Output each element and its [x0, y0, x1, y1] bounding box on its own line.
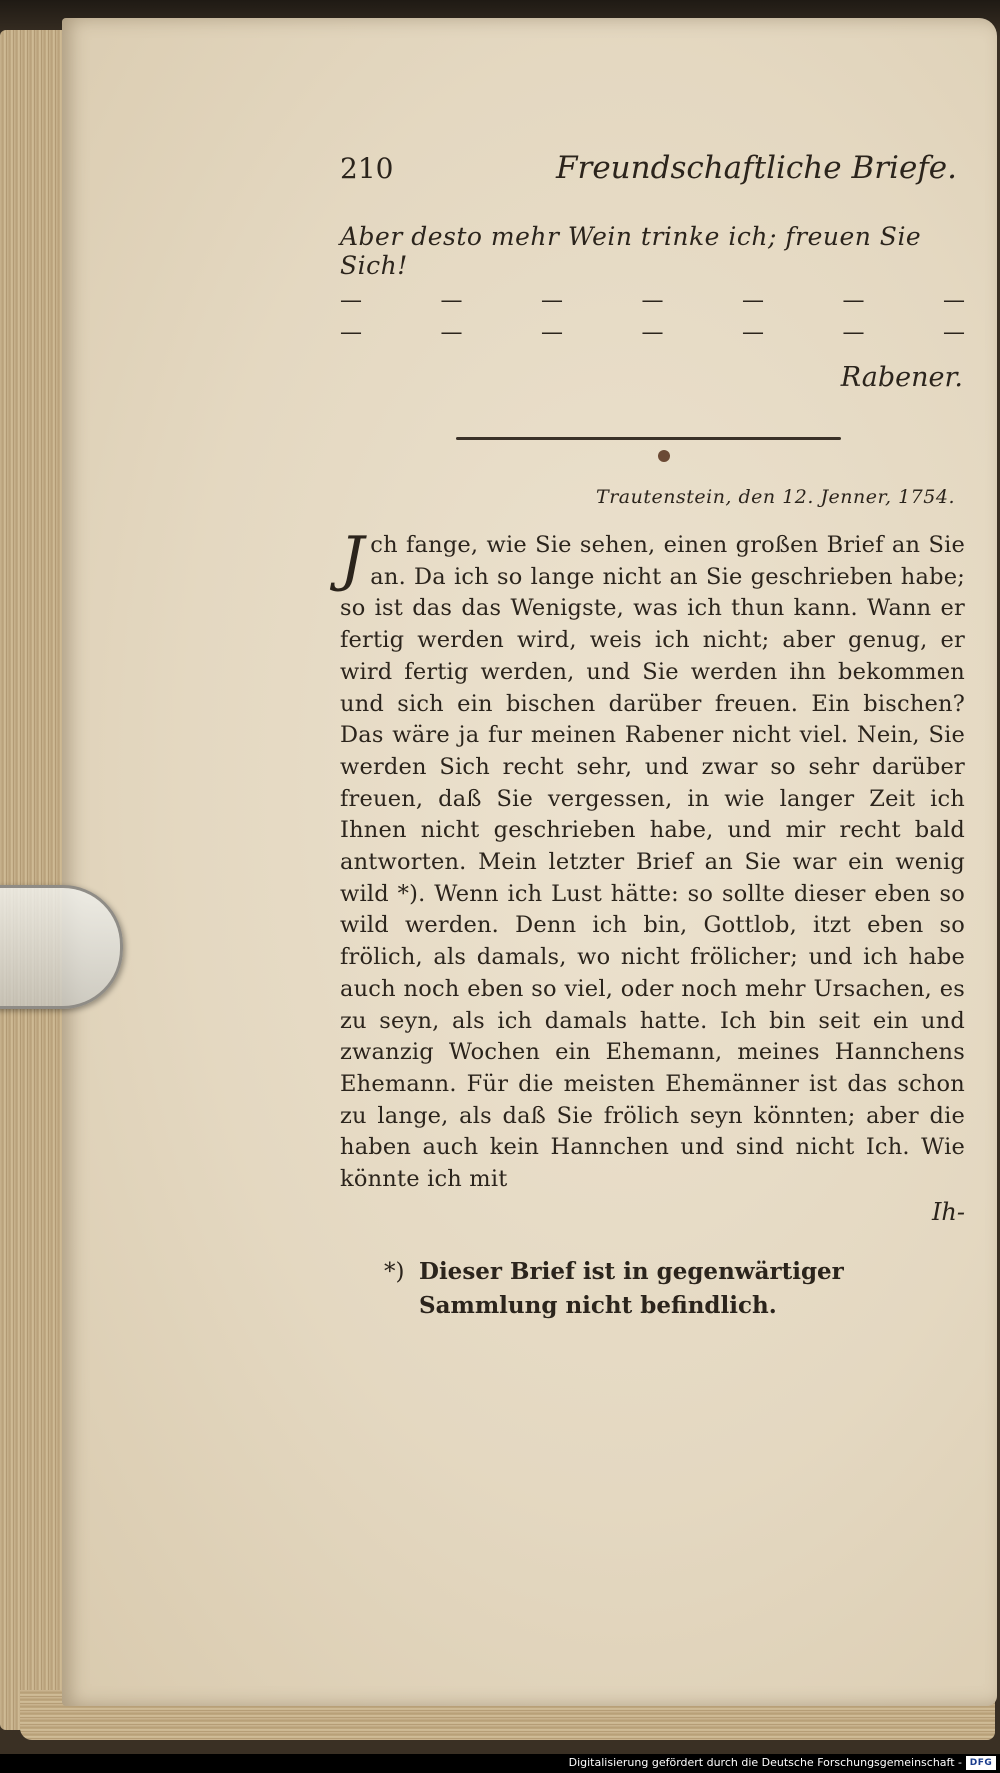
catchword: Ih- — [931, 1197, 965, 1226]
dash: — — [340, 288, 360, 313]
dash-row-1 — [340, 290, 965, 312]
drop-cap: J — [340, 524, 365, 594]
page-number: 210 — [340, 152, 394, 185]
running-title: Freundschaftliche Briefe. — [556, 150, 957, 186]
page-clip — [0, 885, 123, 1009]
dash: — — [440, 288, 461, 313]
footnote-text: Dieser Brief ist in gegenwärtiger Sammlung nicht befindlich. — [419, 1258, 844, 1319]
dash-row-2 — [340, 322, 965, 344]
dash: — — [742, 288, 762, 313]
dash: — — [943, 288, 963, 313]
dash: — — [541, 288, 561, 313]
dash: — — [943, 320, 963, 345]
dash: — — [641, 320, 662, 345]
letter-body — [340, 524, 965, 1196]
dash: — — [541, 320, 561, 345]
dash: — — [641, 288, 662, 313]
dfg-logo: DFG — [966, 1756, 996, 1770]
dash: — — [340, 320, 360, 345]
page-content — [340, 150, 965, 1226]
verse-line: Aber desto mehr Wein trinke ich; freuen Sie Sich! — [340, 222, 922, 280]
letter-body-text: ch fange, wie Sie sehen, einen großen Brief an Sie an. Da ich so lange nicht an Sie geschrieben habe; so ist das das Wenigste, was ich thun kann. Wann er fertig werden wird, weis ich nicht; aber genug, er wird fertig werden, und Sie werden ihn bekommen und sich ein bischen darüber freuen. Ein bischen? Das wäre ja fur meinen Rabener nicht viel. Nein, Sie werden Sich recht sehr, und zwar so sehr darüber freuen, daß Sie vergessen, in wie langer Zeit ich Ihnen nicht geschrieben habe, und mir recht bald antworten. Mein letzter Brief an Sie war ein wenig wild *). Wenn ich Lust hätte: so sollte dieser eben so wild werden. Denn ich bin, Gottlob, itzt eben so frölich, als damals, wo nicht frölicher; und ich habe auch noch eben so viel, oder noch mehr Ursachen, es zu seyn, als ich damals hatte. Ich bin seit ein und zwanzig Wochen ein Ehemann, meines Hannchens Ehemann. Für die meisten Ehemänner ist das schon zu lange, als daß Sie frölich seyn könnten; aber die haben auch kein Hannchen und sind nicht Ich. Wie könnte ich mit — [340, 532, 965, 1193]
dash: — — [842, 320, 863, 345]
dash: — — [440, 320, 461, 345]
author-signature: Rabener. — [840, 362, 963, 393]
letter-dateline: Trautenstein, den 12. Jenner, 1754. — [596, 486, 955, 508]
footnote — [385, 1255, 965, 1323]
digitization-credit: Digitalisierung gefördert durch die Deutsche Forschungsgemeinschaft - — [568, 1756, 962, 1769]
dash: — — [842, 288, 863, 313]
ink-spot — [658, 450, 670, 462]
dash: — — [742, 320, 762, 345]
section-divider-rule — [456, 437, 841, 440]
page-header — [340, 150, 965, 200]
footnote-mark: *) — [384, 1259, 405, 1285]
